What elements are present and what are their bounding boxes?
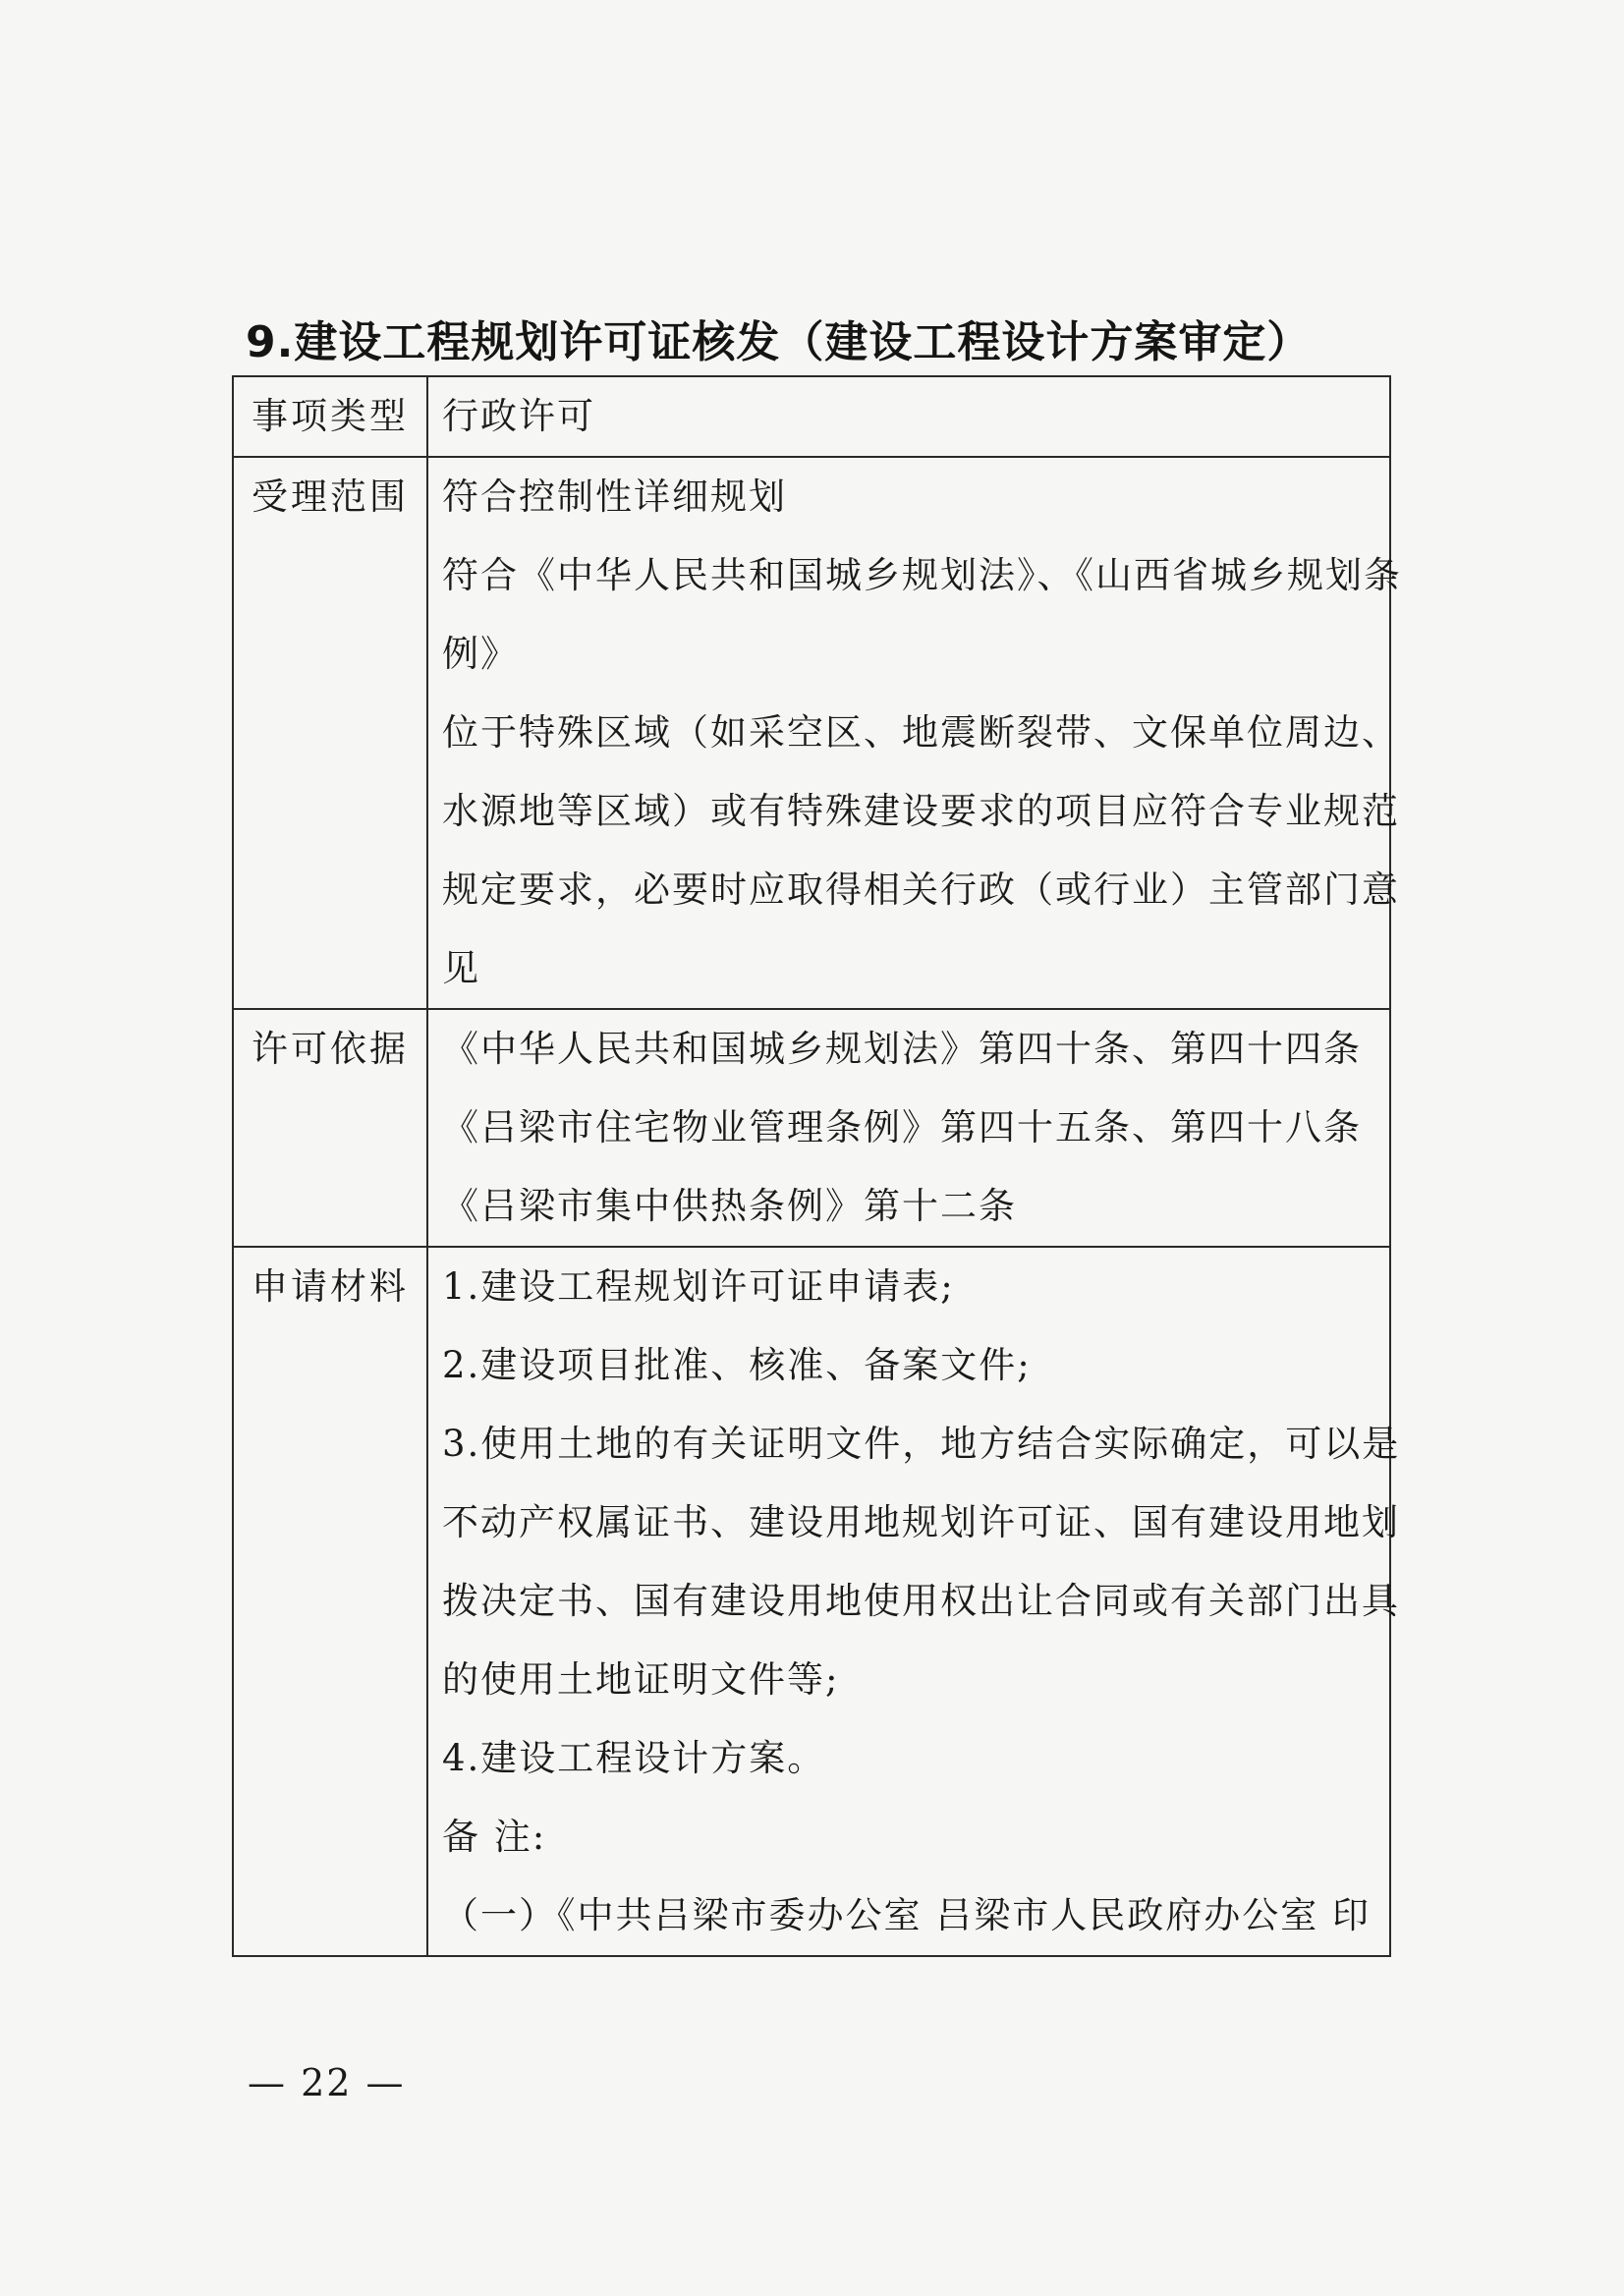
table-row (233, 376, 1390, 457)
content-line: 例》 (442, 633, 519, 675)
content-line: 符合《中华人民共和国城乡规划法》、《山西省城乡规划条 (442, 554, 1402, 596)
content-line: 《吕梁市集中供热条例》第十二条 (442, 1185, 1017, 1227)
content-line: 不动产权属证书、建设用地规划许可证、国有建设用地划 (442, 1501, 1400, 1543)
content-line: 备 注: (442, 1816, 547, 1858)
row-label: 申请材料 (233, 1247, 427, 1956)
row-content (427, 1247, 1401, 1956)
table-row (233, 1009, 1390, 1247)
row-label: 事项类型 (233, 376, 427, 457)
row-label: 受理范围 (233, 457, 427, 1009)
content-line: 符合控制性详细规划 (442, 476, 787, 518)
item-table (232, 375, 1402, 1957)
content-line: 《中华人民共和国城乡规划法》第四十条、第四十四条 (442, 1028, 1362, 1070)
table-row (233, 457, 1390, 1009)
content-line: 《吕梁市住宅物业管理条例》第四十五条、第四十八条 (442, 1106, 1362, 1148)
content-line: （一）《中共吕梁市委办公室 吕梁市人民政府办公室 印 (442, 1894, 1372, 1936)
content-line: 3.使用土地的有关证明文件，地方结合实际确定，可以是 (442, 1423, 1401, 1465)
content-line: 水源地等区域）或有特殊建设要求的项目应符合专业规范 (442, 790, 1400, 832)
page-number: — 22 — (248, 2061, 406, 2104)
content-line: 的使用土地证明文件等; (442, 1658, 840, 1701)
table-row (233, 1247, 1390, 1956)
content-line: 位于特殊区域（如采空区、地震断裂带、文保单位周边、 (442, 711, 1400, 754)
content-line: 4.建设工程设计方案。 (442, 1737, 826, 1779)
content-line: 2.建设项目批准、核准、备案文件; (442, 1344, 1032, 1386)
row-content (427, 457, 1402, 1009)
content-line: 拨决定书、国有建设用地使用权出让合同或有关部门出具 (442, 1580, 1400, 1622)
content-line: 行政许可 (442, 395, 595, 437)
page-title: 9.建设工程规划许可证核发（建设工程设计方案审定） (246, 317, 1312, 367)
content-line: 见 (442, 947, 480, 989)
row-label: 许可依据 (233, 1009, 427, 1247)
content-line: 规定要求，必要时应取得相关行政（或行业）主管部门意 (442, 868, 1400, 911)
row-content (427, 1009, 1390, 1247)
content-line: 1.建设工程规划许可证申请表; (442, 1265, 955, 1308)
row-content (427, 376, 1390, 457)
